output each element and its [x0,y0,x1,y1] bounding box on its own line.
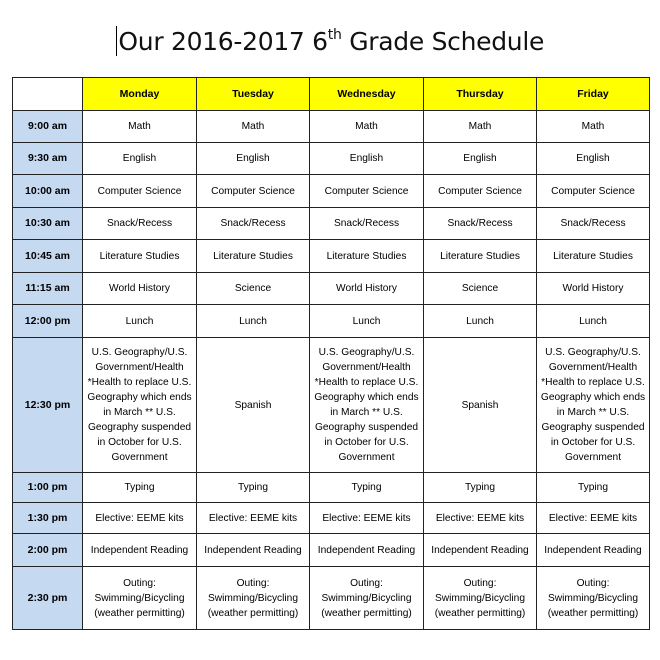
table-row [13,240,650,273]
schedule-cell: Literature Studies [424,240,537,273]
table-row [13,175,650,208]
time-cell: 12:30 pm [13,338,83,473]
schedule-cell: Elective: EEME kits [537,503,650,534]
schedule-cell: Outing: Swimming/Bicycling (weather permitting) [83,567,197,630]
schedule-table [12,77,650,630]
schedule-cell: Independent Reading [537,534,650,567]
table-row [13,567,650,630]
schedule-cell: Lunch [537,305,650,338]
schedule-cell: Typing [537,473,650,503]
schedule-cell: Math [310,111,424,143]
schedule-cell: U.S. Geography/U.S. Government/Health *Health to replace U.S. Geography which ends in March ** U.S. Geography suspended in October for U.S. Government [537,338,650,473]
table-row [13,111,650,143]
schedule-cell: Snack/Recess [197,208,310,240]
schedule-cell: World History [310,273,424,305]
time-cell: 9:00 am [13,111,83,143]
table-row [13,534,650,567]
schedule-cell: World History [83,273,197,305]
schedule-cell: Snack/Recess [83,208,197,240]
title-superscript: th [327,26,342,43]
schedule-cell: Outing: Swimming/Bicycling (weather permitting) [197,567,310,630]
schedule-cell: Math [424,111,537,143]
schedule-cell: Elective: EEME kits [424,503,537,534]
schedule-cell: Snack/Recess [537,208,650,240]
schedule-cell: Math [83,111,197,143]
schedule-cell: Literature Studies [83,240,197,273]
schedule-cell: Spanish [197,338,310,473]
schedule-cell: Independent Reading [310,534,424,567]
schedule-cell: Computer Science [310,175,424,208]
schedule-cell: English [310,143,424,175]
time-cell: 2:30 pm [13,567,83,630]
table-row [13,273,650,305]
schedule-cell: Lunch [310,305,424,338]
schedule-cell: Snack/Recess [310,208,424,240]
schedule-cell: English [424,143,537,175]
time-cell: 10:45 am [13,240,83,273]
schedule-cell: Science [424,273,537,305]
schedule-cell: Elective: EEME kits [83,503,197,534]
schedule-cell: Lunch [83,305,197,338]
schedule-cell: Math [537,111,650,143]
schedule-cell: Typing [197,473,310,503]
schedule-cell: English [83,143,197,175]
title-suffix: Grade Schedule [341,27,545,56]
schedule-cell: Computer Science [83,175,197,208]
schedule-cell: Literature Studies [310,240,424,273]
schedule-cell: Independent Reading [424,534,537,567]
schedule-cell: Math [197,111,310,143]
time-cell: 12:00 pm [13,305,83,338]
day-header-friday: Friday [537,78,650,111]
schedule-cell: Computer Science [424,175,537,208]
schedule-cell: Literature Studies [197,240,310,273]
table-row [13,473,650,503]
schedule-cell: Typing [310,473,424,503]
schedule-cell: Outing: Swimming/Bicycling (weather permitting) [310,567,424,630]
schedule-cell: Independent Reading [83,534,197,567]
schedule-cell: U.S. Geography/U.S. Government/Health *Health to replace U.S. Geography which ends in March ** U.S. Geography suspended in October for U.S. Government [310,338,424,473]
day-header-wednesday: Wednesday [310,78,424,111]
schedule-cell: U.S. Geography/U.S. Government/Health *Health to replace U.S. Geography which ends in March ** U.S. Geography suspended in October for U.S. Government [83,338,197,473]
day-header-monday: Monday [83,78,197,111]
time-cell: 1:30 pm [13,503,83,534]
schedule-cell: Outing: Swimming/Bicycling (weather permitting) [537,567,650,630]
header-row [13,78,650,111]
schedule-cell: Spanish [424,338,537,473]
table-row [13,338,650,473]
schedule-cell: Independent Reading [197,534,310,567]
table-row [13,305,650,338]
schedule-cell: World History [537,273,650,305]
schedule-cell: Snack/Recess [424,208,537,240]
page-title [118,27,544,56]
table-row [13,143,650,175]
title-prefix: Our 2016-2017 6 [118,27,328,56]
schedule-cell: Computer Science [537,175,650,208]
schedule-cell: Outing: Swimming/Bicycling (weather permitting) [424,567,537,630]
schedule-cell: Science [197,273,310,305]
schedule-cell: Elective: EEME kits [197,503,310,534]
table-row [13,208,650,240]
schedule-cell: Computer Science [197,175,310,208]
day-header-tuesday: Tuesday [197,78,310,111]
schedule-cell: Typing [83,473,197,503]
table-row [13,503,650,534]
time-cell: 10:30 am [13,208,83,240]
schedule-cell: Elective: EEME kits [310,503,424,534]
schedule-cell: Lunch [197,305,310,338]
schedule-cell: English [197,143,310,175]
schedule-cell: Typing [424,473,537,503]
time-cell: 10:00 am [13,175,83,208]
schedule-cell: English [537,143,650,175]
corner-cell [13,78,83,111]
schedule-cell: Literature Studies [537,240,650,273]
time-cell: 2:00 pm [13,534,83,567]
time-cell: 1:00 pm [13,473,83,503]
day-header-thursday: Thursday [424,78,537,111]
time-cell: 11:15 am [13,273,83,305]
page-title-container [0,26,660,56]
schedule-cell: Lunch [424,305,537,338]
time-cell: 9:30 am [13,143,83,175]
